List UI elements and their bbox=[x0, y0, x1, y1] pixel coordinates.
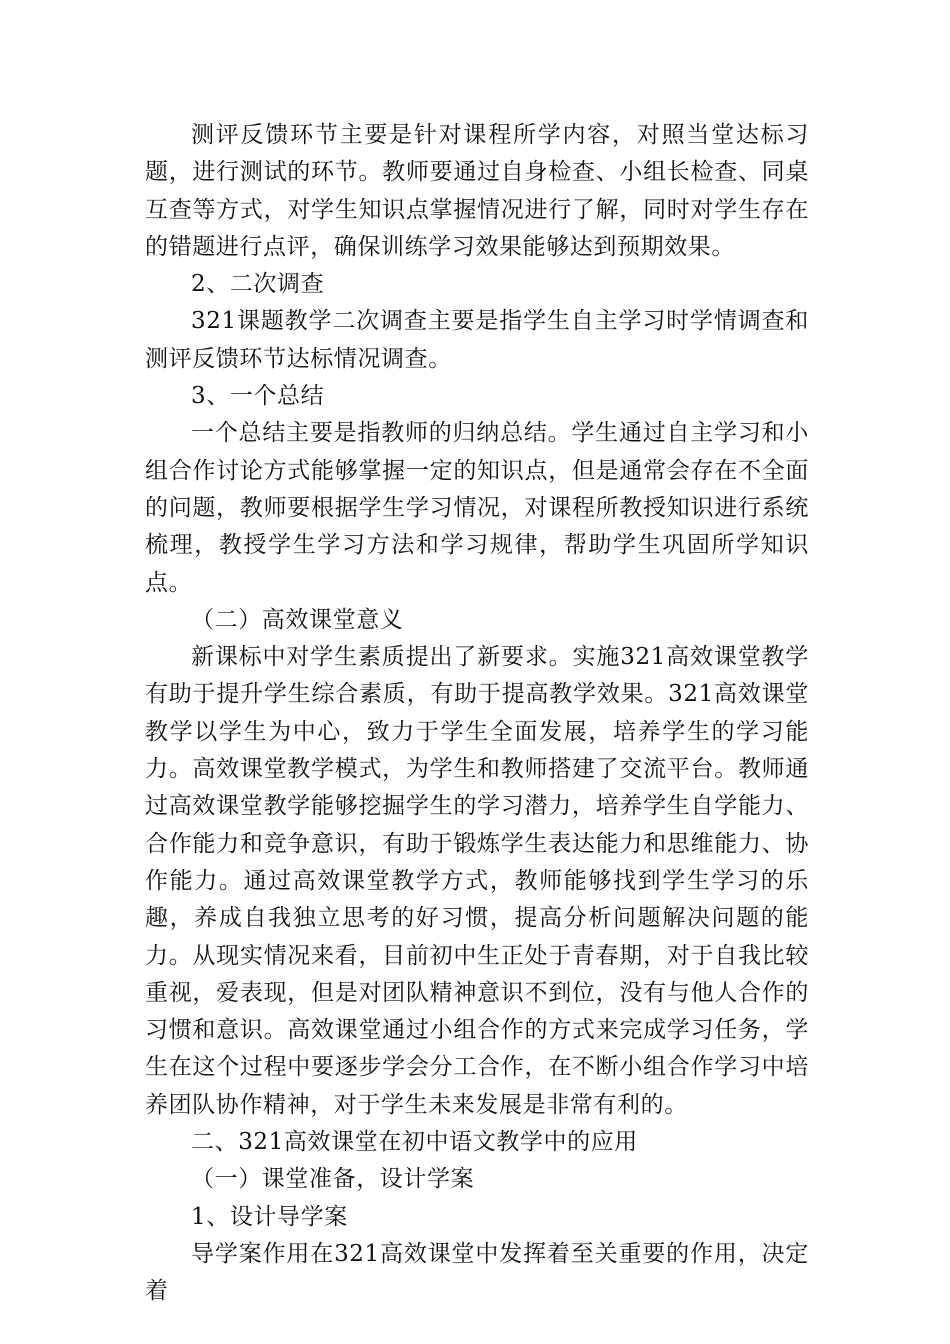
paragraph-feedback: 测评反馈环节主要是针对课程所学内容，对照当堂达标习题，进行测试的环节。教师要通过自身检查、小组长检查、同桌互查等方式，对学生知识点掌握情况进行了解，同时对学生存在的错题进行点评，确保训练学习效果能够达到预期效果。 bbox=[145, 122, 809, 260]
heading-application: 二、321高效课堂在初中语文教学中的应用 bbox=[191, 1129, 638, 1156]
heading-second-survey: 2、二次调查 bbox=[191, 271, 325, 298]
document-body bbox=[145, 117, 809, 1311]
heading-significance: （二）高效课堂意义 bbox=[191, 606, 404, 633]
heading-class-preparation: （一）课堂准备，设计学案 bbox=[191, 1166, 475, 1193]
heading-summary: 3、一个总结 bbox=[191, 383, 325, 410]
paragraph-summary: 一个总结主要是指教师的归纳总结。学生通过自主学习和小组合作讨论方式能够掌握一定的知识点，但是通常会存在不全面的问题，教师要根据学生学习情况，对课程所教授知识进行系统梳理，教授学生学习方法和学习规律，帮助学生巩固所学知识点。 bbox=[145, 420, 809, 596]
paragraph-second-survey: 321课题教学二次调查主要是指学生自主学习时学情调查和测评反馈环节达标情况调查。 bbox=[145, 308, 809, 372]
paragraph-significance: 新课标中对学生素质提出了新要求。实施321高效课堂教学有助于提升学生综合素质，有助于提高教学效果。321高效课堂教学以学生为中心，致力于学生全面发展，培养学生的学习能力。高效课堂教学模式，为学生和教师搭建了交流平台。教师通过高效课堂教学能够挖掘学生的学习潜力，培养学生自学能力、合作能力和竞争意识，有助于锻炼学生表达能力和思维能力、协作能力。通过高效课堂教学方式，教师能够找到学生学习的乐趣，养成自我独立思考的好习惯，提高分析问题解决问题的能力。从现实情况来看，目前初中生正处于青春期，对于自我比较重视，爱表现，但是对团队精神意识不到位，没有与他人合作的习惯和意识。高效课堂通过小组合作的方式来完成学习任务，学生在这个过程中要逐步学会分工合作，在不断小组合作学习中培养团队协作精神，对于学生未来发展是非常有利的。 bbox=[145, 644, 809, 1118]
paragraph-guide-case: 导学案作用在321高效课堂中发挥着至关重要的作用，决定着 bbox=[145, 1240, 809, 1305]
heading-design-guide: 1、设计导学案 bbox=[191, 1203, 348, 1230]
